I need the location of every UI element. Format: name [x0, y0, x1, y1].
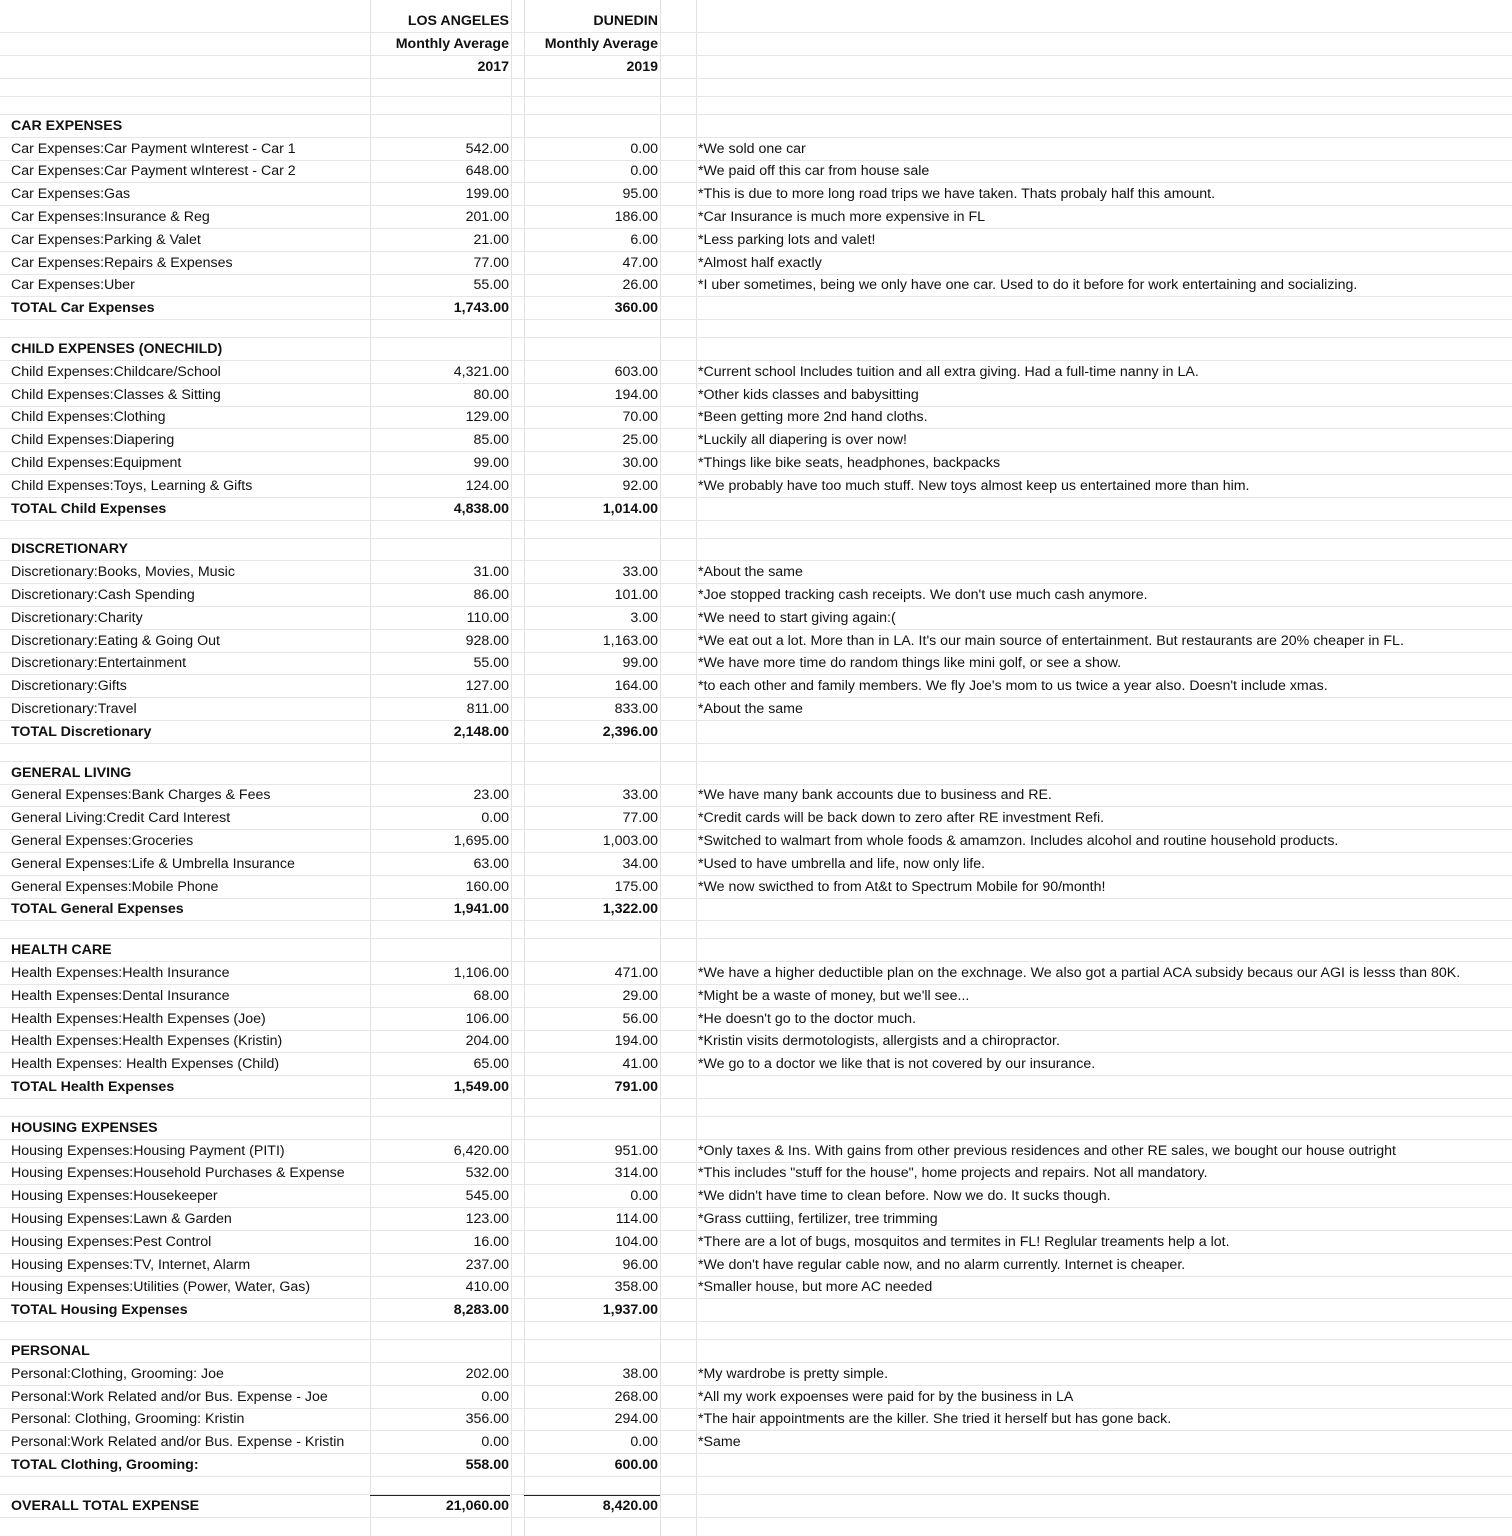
la-amount-cell[interactable]: 55.00 — [473, 277, 509, 294]
dunedin-amount-cell[interactable]: 3.00 — [630, 609, 658, 626]
table-row — [0, 1363, 1512, 1386]
category-label[interactable]: Housing Expenses:Utilities (Power, Water, Gas) — [11, 1279, 311, 1296]
table-row — [0, 1185, 1512, 1208]
table-row — [0, 361, 1512, 384]
dunedin-amount-cell[interactable]: 99.00 — [622, 655, 658, 672]
la-amount-cell[interactable]: 0.00 — [481, 1434, 509, 1451]
blank-row — [0, 921, 1512, 939]
dunedin-amount-cell[interactable]: 0.00 — [630, 140, 658, 157]
note-cell[interactable]: *Luckily all diapering is over now! — [698, 432, 907, 449]
category-label[interactable]: Car Expenses:Repairs & Expenses — [11, 254, 233, 271]
category-label[interactable]: General Expenses:Mobile Phone — [11, 878, 219, 895]
blank-row — [0, 79, 1512, 97]
dunedin-amount-cell[interactable]: 0.00 — [630, 1188, 658, 1205]
note-cell[interactable]: *All my work expoenses were paid for by the business in LA — [698, 1388, 1074, 1405]
blank-row — [0, 97, 1512, 115]
blank-row — [0, 521, 1512, 539]
table-row — [0, 1231, 1512, 1254]
dunedin-amount-cell[interactable]: 186.00 — [614, 209, 658, 226]
la-amount-cell[interactable]: 928.00 — [465, 632, 509, 649]
section-title[interactable]: GENERAL LIVING — [11, 764, 132, 781]
dunedin-amount-cell[interactable]: 47.00 — [622, 254, 658, 271]
header-row-year — [0, 56, 1512, 79]
section-title[interactable]: CAR EXPENSES — [11, 117, 123, 134]
note-cell[interactable]: *Might be a waste of money, but we'll see... — [698, 987, 970, 1004]
dunedin-amount-cell[interactable]: 600.00 — [614, 1457, 658, 1474]
category-label[interactable]: TOTAL Discretionary — [11, 723, 152, 740]
section-header-row — [0, 115, 1512, 138]
total-row — [0, 498, 1512, 521]
note-cell[interactable]: *Grass cuttiing, fertilizer, tree trimming — [698, 1211, 938, 1228]
category-label[interactable]: Housing Expenses:Pest Control — [11, 1233, 212, 1250]
note-cell[interactable]: *Current school Includes tuition and all extra giving. Had a full-time nanny in LA. — [698, 363, 1199, 380]
note-cell[interactable]: *This is due to more long road trips we have taken. Thats probaly half this amount. — [698, 186, 1216, 203]
category-label[interactable]: Child Expenses:Toys, Learning & Gifts — [11, 477, 253, 494]
table-row — [0, 1277, 1512, 1300]
dunedin-amount-cell[interactable]: 194.00 — [614, 1033, 658, 1050]
la-amount-cell[interactable]: 545.00 — [465, 1188, 509, 1205]
table-row — [0, 229, 1512, 252]
note-cell[interactable]: *to each other and family members. We fly Joe's mom to us twice a year also. Doesn't include xmas. — [698, 678, 1328, 695]
note-cell[interactable]: *We didn't have time to clean before. Now we do. It sucks though. — [698, 1188, 1111, 1205]
dunedin-amount-cell[interactable]: 41.00 — [622, 1056, 658, 1073]
dunedin-amount-cell[interactable]: 34.00 — [622, 855, 658, 872]
note-cell[interactable]: *We need to start giving again:( — [698, 609, 896, 626]
table-row — [0, 630, 1512, 653]
note-cell[interactable]: *Smaller house, but more AC needed — [698, 1279, 933, 1296]
dunedin-amount-cell[interactable]: 56.00 — [622, 1010, 658, 1027]
note-cell[interactable]: *Things like bike seats, headphones, backpacks — [698, 455, 1001, 472]
la-amount-cell[interactable]: 0.00 — [481, 1388, 509, 1405]
table-row — [0, 384, 1512, 407]
la-amount-cell[interactable]: 106.00 — [465, 1010, 509, 1027]
header-row-city — [0, 10, 1512, 33]
la-amount-cell[interactable]: 1,743.00 — [453, 300, 509, 317]
la-amount-cell[interactable]: 202.00 — [465, 1365, 509, 1382]
blank-row — [0, 320, 1512, 338]
note-cell[interactable]: *We probably have too much stuff. New toys almost keep us entertained more than him. — [698, 477, 1250, 494]
la-amount-cell[interactable]: 21,060.00 — [445, 1497, 509, 1514]
note-cell[interactable]: *Less parking lots and valet! — [698, 231, 876, 248]
dunedin-amount-cell[interactable]: 33.00 — [622, 564, 658, 581]
note-cell[interactable]: *Kristin visits dermotologists, allergists and a chiropractor. — [698, 1033, 1060, 1050]
note-cell[interactable]: *We don't have regular cable now, and no alarm currently. Internet is cheaper. — [698, 1256, 1186, 1273]
dunedin-amount-cell[interactable]: 33.00 — [622, 787, 658, 804]
la-amount-cell[interactable]: 237.00 — [465, 1256, 509, 1273]
category-label[interactable]: TOTAL Car Expenses — [11, 300, 155, 317]
category-label[interactable]: Child Expenses:Clothing — [11, 409, 166, 426]
note-cell[interactable]: *We sold one car — [698, 140, 806, 157]
table-row — [0, 275, 1512, 298]
category-label[interactable]: Discretionary:Entertainment — [11, 655, 187, 672]
category-label[interactable]: Housing Expenses:Housekeeper — [11, 1188, 218, 1205]
la-amount-cell[interactable]: 160.00 — [465, 878, 509, 895]
dunedin-amount-cell[interactable]: 30.00 — [622, 455, 658, 472]
la-amount-cell[interactable]: 16.00 — [473, 1233, 509, 1250]
category-label[interactable]: Car Expenses:Uber — [11, 277, 135, 294]
note-cell[interactable]: *Switched to walmart from whole foods & amamzon. Includes alcohol and routine household products. — [698, 833, 1339, 850]
note-cell[interactable]: *We have many bank accounts due to business and RE. — [698, 787, 1052, 804]
la-amount-cell[interactable]: 1,695.00 — [453, 833, 509, 850]
dunedin-amount-cell[interactable]: 0.00 — [630, 1434, 658, 1451]
dunedin-amount-cell[interactable]: 358.00 — [614, 1279, 658, 1296]
table-row — [0, 206, 1512, 229]
table-row — [0, 1409, 1512, 1432]
category-label[interactable]: General Expenses:Bank Charges & Fees — [11, 787, 271, 804]
section-header-row — [0, 762, 1512, 785]
dunedin-amount-cell[interactable]: 114.00 — [615, 1211, 658, 1228]
section-header-row — [0, 539, 1512, 562]
note-cell[interactable]: *We have a higher deductible plan on the exchnage. We also got a partial ACA subsidy becaus our AGI is lesss than 80K. — [698, 965, 1461, 982]
la-amount-cell[interactable]: 1,106.00 — [453, 965, 509, 982]
category-label[interactable]: Child Expenses:Childcare/School — [11, 363, 221, 380]
category-label[interactable]: TOTAL Child Expenses — [11, 500, 167, 517]
table-row — [0, 785, 1512, 808]
table-row — [0, 429, 1512, 452]
table-row — [0, 475, 1512, 498]
table-row — [0, 1431, 1512, 1454]
dunedin-column-subtitle[interactable]: Monthly Average — [544, 36, 658, 52]
section-header-row — [0, 939, 1512, 962]
note-cell[interactable]: *I uber sometimes, being we only have one car. Used to do it before for work entertaining and socializing. — [698, 277, 1358, 294]
la-amount-cell[interactable]: 4,838.00 — [453, 500, 509, 517]
table-row — [0, 1031, 1512, 1054]
table-row — [0, 607, 1512, 630]
la-amount-cell[interactable]: 410.00 — [465, 1279, 509, 1296]
table-row — [0, 1208, 1512, 1231]
dunedin-amount-cell[interactable]: 95.00 — [622, 186, 658, 203]
dunedin-total-rule — [524, 1495, 660, 1496]
la-amount-cell[interactable]: 99.00 — [473, 455, 509, 472]
category-label[interactable]: Housing Expenses:TV, Internet, Alarm — [11, 1256, 251, 1273]
la-amount-cell[interactable]: 201.00 — [465, 209, 509, 226]
category-label[interactable]: OVERALL TOTAL EXPENSE — [11, 1497, 200, 1514]
category-label[interactable]: Health Expenses:Dental Insurance — [11, 987, 230, 1004]
table-row — [0, 985, 1512, 1008]
category-label[interactable]: General Expenses:Life & Umbrella Insurance — [11, 855, 295, 872]
table-row — [0, 561, 1512, 584]
note-cell[interactable]: *Been getting more 2nd hand cloths. — [698, 409, 928, 426]
table-row — [0, 1386, 1512, 1409]
dunedin-amount-cell[interactable]: 360.00 — [614, 300, 658, 317]
dunedin-amount-cell[interactable]: 77.00 — [622, 810, 658, 827]
table-row — [0, 252, 1512, 275]
dunedin-amount-cell[interactable]: 2,396.00 — [602, 723, 658, 740]
category-label[interactable]: Housing Expenses:Housing Payment (PITI) — [11, 1142, 285, 1159]
dunedin-amount-cell[interactable]: 833.00 — [614, 701, 658, 718]
category-label[interactable]: Health Expenses:Health Insurance — [11, 965, 230, 982]
total-row — [0, 899, 1512, 922]
note-cell[interactable]: *The hair appointments are the killer. She tried it herself but has gone back. — [698, 1411, 1172, 1428]
dunedin-amount-cell[interactable]: 1,003.00 — [602, 833, 658, 850]
note-cell[interactable]: *Almost half exactly — [698, 254, 822, 271]
note-cell[interactable]: *Car Insurance is much more expensive in FL — [698, 209, 986, 226]
total-row — [0, 721, 1512, 744]
table-row — [0, 1140, 1512, 1163]
dunedin-amount-cell[interactable]: 29.00 — [622, 987, 658, 1004]
la-amount-cell[interactable]: 86.00 — [473, 587, 509, 604]
category-label[interactable]: Discretionary:Books, Movies, Music — [11, 564, 235, 581]
dunedin-amount-cell[interactable]: 38.00 — [622, 1365, 658, 1382]
note-cell[interactable]: *We paid off this car from house sale — [698, 163, 930, 180]
dunedin-amount-cell[interactable]: 268.00 — [614, 1388, 658, 1405]
la-amount-cell[interactable]: 1,941.00 — [453, 901, 509, 918]
la-amount-cell[interactable]: 55.00 — [473, 655, 509, 672]
note-cell[interactable]: *We go to a doctor we like that is not covered by our insurance. — [698, 1056, 1096, 1073]
la-amount-cell[interactable]: 23.00 — [473, 787, 509, 804]
note-cell[interactable]: *We eat out a lot. More than in LA. It's our main source of entertainment. But restaurants are 20% cheaper in FL. — [698, 632, 1404, 649]
dunedin-amount-cell[interactable]: 1,014.00 — [602, 500, 658, 517]
la-amount-cell[interactable]: 0.00 — [481, 810, 509, 827]
dunedin-amount-cell[interactable]: 104.00 — [614, 1233, 658, 1250]
la-amount-cell[interactable]: 6,420.00 — [453, 1142, 509, 1159]
dunedin-amount-cell[interactable]: 791.00 — [614, 1079, 658, 1096]
total-row — [0, 1299, 1512, 1322]
category-label[interactable]: Personal: Clothing, Grooming: Kristin — [11, 1411, 245, 1428]
table-row — [0, 653, 1512, 676]
la-amount-cell[interactable]: 127.00 — [465, 678, 509, 695]
table-row — [0, 675, 1512, 698]
dunedin-amount-cell[interactable]: 0.00 — [630, 163, 658, 180]
la-amount-cell[interactable]: 65.00 — [473, 1056, 509, 1073]
dunedin-amount-cell[interactable]: 1,163.00 — [602, 632, 658, 649]
note-cell[interactable]: *Used to have umbrella and life, now only life. — [698, 855, 986, 872]
la-amount-cell[interactable]: 4,321.00 — [453, 363, 509, 380]
category-label[interactable]: Car Expenses:Car Payment wInterest - Car 2 — [11, 163, 296, 180]
section-header-row — [0, 1340, 1512, 1363]
grand-total-row — [0, 1495, 1512, 1518]
la-amount-cell[interactable]: 532.00 — [465, 1165, 509, 1182]
dunedin-amount-cell[interactable]: 603.00 — [614, 363, 658, 380]
dunedin-amount-cell[interactable]: 1,937.00 — [602, 1302, 658, 1319]
la-amount-cell[interactable]: 356.00 — [465, 1411, 509, 1428]
la-amount-cell[interactable]: 648.00 — [465, 163, 509, 180]
la-total-rule — [370, 1495, 510, 1496]
category-label[interactable]: Health Expenses:Health Expenses (Kristin) — [11, 1033, 283, 1050]
category-label[interactable]: Car Expenses:Parking & Valet — [11, 231, 201, 248]
dunedin-amount-cell[interactable]: 471.00 — [614, 965, 658, 982]
note-cell[interactable]: *My wardrobe is pretty simple. — [698, 1365, 889, 1382]
category-label[interactable]: Personal:Work Related and/or Bus. Expense - Kristin — [11, 1434, 345, 1451]
category-label[interactable]: Discretionary:Cash Spending — [11, 587, 195, 604]
la-column-subtitle[interactable]: Monthly Average — [395, 36, 509, 52]
table-row — [0, 853, 1512, 876]
la-amount-cell[interactable]: 129.00 — [465, 409, 509, 426]
category-label[interactable]: Personal:Clothing, Grooming: Joe — [11, 1365, 224, 1382]
table-row — [0, 161, 1512, 184]
category-label[interactable]: TOTAL Clothing, Grooming: — [11, 1457, 199, 1474]
table-row — [0, 807, 1512, 830]
la-column-year[interactable]: 2017 — [477, 59, 509, 75]
table-row — [0, 1163, 1512, 1186]
total-row — [0, 1454, 1512, 1477]
la-amount-cell[interactable]: 31.00 — [473, 564, 509, 581]
category-label[interactable]: Car Expenses:Car Payment wInterest - Car 1 — [11, 140, 296, 157]
dunedin-amount-cell[interactable]: 314.00 — [614, 1165, 658, 1182]
section-header-row — [0, 338, 1512, 361]
la-column-title[interactable]: LOS ANGELES — [407, 13, 509, 29]
table-row — [0, 452, 1512, 475]
category-label[interactable]: Child Expenses:Classes & Sitting — [11, 386, 221, 403]
dunedin-column-year[interactable]: 2019 — [626, 59, 658, 75]
la-amount-cell[interactable]: 68.00 — [473, 987, 509, 1004]
dunedin-amount-cell[interactable]: 101.00 — [614, 587, 658, 604]
category-label[interactable]: Health Expenses:Health Expenses (Joe) — [11, 1010, 266, 1027]
la-amount-cell[interactable]: 1,549.00 — [453, 1079, 509, 1096]
table-row — [0, 1254, 1512, 1277]
category-label[interactable]: Car Expenses:Insurance & Reg — [11, 209, 210, 226]
category-label[interactable]: Discretionary:Charity — [11, 609, 143, 626]
dunedin-amount-cell[interactable]: 1,322.00 — [602, 901, 658, 918]
dunedin-amount-cell[interactable]: 26.00 — [622, 277, 658, 294]
category-label[interactable]: Housing Expenses:Household Purchases & Expense — [11, 1165, 345, 1182]
la-amount-cell[interactable]: 204.00 — [465, 1033, 509, 1050]
dunedin-amount-cell[interactable]: 294.00 — [614, 1411, 658, 1428]
table-row — [0, 962, 1512, 985]
table-row — [0, 407, 1512, 430]
dunedin-amount-cell[interactable]: 164.00 — [614, 678, 658, 695]
category-label[interactable]: Car Expenses:Gas — [11, 186, 131, 203]
total-row — [0, 297, 1512, 320]
table-row — [0, 1053, 1512, 1076]
total-row — [0, 1076, 1512, 1099]
la-amount-cell[interactable]: 8,283.00 — [453, 1302, 509, 1319]
table-row — [0, 876, 1512, 899]
blank-row — [0, 744, 1512, 762]
category-label[interactable]: Discretionary:Gifts — [11, 678, 127, 695]
la-amount-cell[interactable]: 124.00 — [465, 477, 509, 494]
note-cell[interactable]: *Only taxes & Ins. With gains from other previous residences and other RE sales, we bought our house outright — [698, 1142, 1396, 1159]
note-cell[interactable]: *About the same — [698, 564, 803, 581]
dunedin-amount-cell[interactable]: 96.00 — [622, 1256, 658, 1273]
section-title[interactable]: DISCRETIONARY — [11, 541, 128, 558]
la-amount-cell[interactable]: 811.00 — [466, 701, 509, 718]
la-amount-cell[interactable]: 80.00 — [473, 386, 509, 403]
la-amount-cell[interactable]: 110.00 — [466, 609, 509, 626]
category-label[interactable]: Housing Expenses:Lawn & Garden — [11, 1211, 232, 1228]
note-cell[interactable]: *He doesn't go to the doctor much. — [698, 1010, 917, 1027]
dunedin-amount-cell[interactable]: 6.00 — [630, 231, 658, 248]
category-label[interactable]: General Living:Credit Card Interest — [11, 810, 231, 827]
category-label[interactable]: TOTAL Housing Expenses — [11, 1302, 188, 1319]
dunedin-column-title[interactable]: DUNEDIN — [593, 13, 658, 29]
note-cell[interactable]: *Joe stopped tracking cash receipts. We don't use much cash anymore. — [698, 587, 1148, 604]
dunedin-amount-cell[interactable]: 8,420.00 — [602, 1497, 658, 1514]
note-cell[interactable]: *We now swicthed to from At&t to Spectrum Mobile for 90/month! — [698, 878, 1106, 895]
category-label[interactable]: Personal:Work Related and/or Bus. Expense - Joe — [11, 1388, 328, 1405]
dunedin-amount-cell[interactable]: 25.00 — [622, 432, 658, 449]
dunedin-amount-cell[interactable]: 70.00 — [622, 409, 658, 426]
category-label[interactable]: TOTAL General Expenses — [11, 901, 184, 918]
table-row — [0, 1008, 1512, 1031]
category-label[interactable]: Health Expenses: Health Expenses (Child) — [11, 1056, 280, 1073]
blank-row — [0, 1099, 1512, 1117]
la-amount-cell[interactable]: 2,148.00 — [453, 723, 509, 740]
note-cell[interactable]: *We have more time do random things like mini golf, or see a show. — [698, 655, 1122, 672]
section-title[interactable]: HEALTH CARE — [11, 942, 112, 959]
table-row — [0, 584, 1512, 607]
note-cell[interactable]: *There are a lot of bugs, mosquitos and termites in FL! Reglular treaments help a lot. — [698, 1233, 1230, 1250]
dunedin-amount-cell[interactable]: 951.00 — [614, 1142, 658, 1159]
section-title[interactable]: PERSONAL — [11, 1343, 90, 1360]
category-label[interactable]: Child Expenses:Equipment — [11, 455, 182, 472]
la-amount-cell[interactable]: 542.00 — [465, 140, 509, 157]
section-header-row — [0, 1117, 1512, 1140]
la-amount-cell[interactable]: 199.00 — [465, 186, 509, 203]
note-cell[interactable]: *Credit cards will be back down to zero after RE investment Refi. — [698, 810, 1105, 827]
la-amount-cell[interactable]: 85.00 — [473, 432, 509, 449]
table-row — [0, 698, 1512, 721]
table-row — [0, 138, 1512, 161]
blank-row — [0, 1477, 1512, 1495]
table-row — [0, 183, 1512, 206]
section-title[interactable]: HOUSING EXPENSES — [11, 1119, 158, 1136]
dunedin-amount-cell[interactable]: 194.00 — [614, 386, 658, 403]
dunedin-amount-cell[interactable]: 175.00 — [614, 878, 658, 895]
header-row-period — [0, 33, 1512, 56]
la-amount-cell[interactable]: 63.00 — [473, 855, 509, 872]
la-amount-cell[interactable]: 558.00 — [465, 1457, 509, 1474]
blank-row — [0, 1322, 1512, 1340]
category-label[interactable]: Discretionary:Eating & Going Out — [11, 632, 220, 649]
la-amount-cell[interactable]: 123.00 — [465, 1211, 509, 1228]
note-cell[interactable]: *This includes "stuff for the house", home projects and repairs. Not all mandatory. — [698, 1165, 1208, 1182]
la-amount-cell[interactable]: 21.00 — [473, 231, 509, 248]
la-amount-cell[interactable]: 77.00 — [473, 254, 509, 271]
category-label[interactable]: General Expenses:Groceries — [11, 833, 194, 850]
category-label[interactable]: TOTAL Health Expenses — [11, 1079, 175, 1096]
section-title[interactable]: CHILD EXPENSES (ONECHILD) — [11, 341, 223, 358]
note-cell[interactable]: *About the same — [698, 701, 803, 718]
table-row — [0, 830, 1512, 853]
note-cell[interactable]: *Other kids classes and babysitting — [698, 386, 919, 403]
dunedin-amount-cell[interactable]: 92.00 — [622, 477, 658, 494]
category-label[interactable]: Child Expenses:Diapering — [11, 432, 175, 449]
category-label[interactable]: Discretionary:Travel — [11, 701, 137, 718]
note-cell[interactable]: *Same — [698, 1434, 741, 1451]
